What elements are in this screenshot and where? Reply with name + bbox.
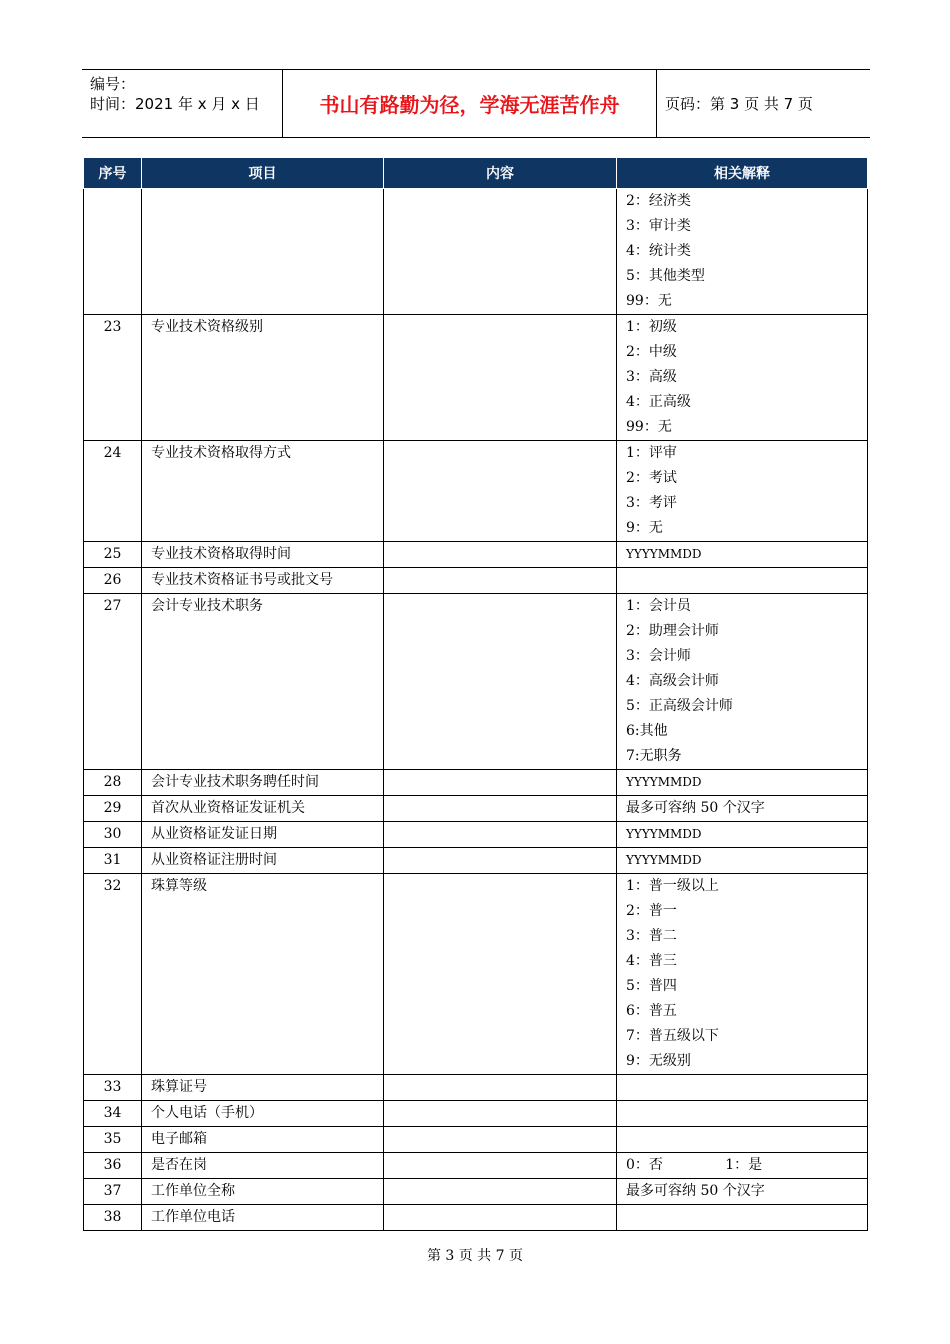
- row-explanation: [617, 542, 868, 568]
- table-row: [84, 542, 868, 568]
- row-number: 27: [84, 594, 142, 770]
- explanation-line: 最多可容纳 50 个汉字: [626, 800, 765, 816]
- row-content: [384, 1153, 617, 1179]
- explanation-line: 3：审计类: [626, 218, 691, 234]
- row-number: 34: [84, 1101, 142, 1127]
- explanation-line: 99：无: [626, 293, 672, 309]
- field-definition-table: [83, 157, 868, 1231]
- row-number: 32: [84, 874, 142, 1075]
- row-item: 专业技术资格证书号或批文号: [142, 568, 384, 594]
- row-item: 会计专业技术职务: [142, 594, 384, 770]
- row-explanation: [617, 568, 868, 594]
- table-row: [84, 1179, 868, 1205]
- row-explanation: [617, 189, 868, 315]
- row-item: 是否在岗: [142, 1153, 384, 1179]
- row-item: 从业资格证注册时间: [142, 848, 384, 874]
- row-explanation: [617, 594, 868, 770]
- row-explanation: [617, 1075, 868, 1101]
- row-content: [384, 441, 617, 542]
- row-content: [384, 542, 617, 568]
- table-row: [84, 822, 868, 848]
- row-content: [384, 796, 617, 822]
- explanation-line: 7:无职务: [626, 748, 682, 764]
- explanation-line: 9：无: [626, 520, 663, 536]
- explanation-line: 6：普五: [626, 1003, 677, 1019]
- table-row: [84, 1205, 868, 1231]
- explanation-line: 2：普一: [626, 903, 677, 919]
- explanation-line: [626, 1101, 867, 1126]
- row-content: [384, 822, 617, 848]
- column-header-item: 项目: [142, 158, 384, 189]
- table-row: [84, 1153, 868, 1179]
- document-date-label: 时间：2021 年 x 月 x 日: [90, 95, 260, 113]
- header-page-label: 页码：第 3 页 共 7 页: [665, 95, 813, 113]
- explanation-line: 1：会计员: [626, 598, 691, 614]
- table-row: [84, 874, 868, 1075]
- table-row: [84, 796, 868, 822]
- row-explanation: [617, 822, 868, 848]
- explanation-line: 6:其他: [626, 723, 668, 739]
- row-content: [384, 770, 617, 796]
- table-row: [84, 441, 868, 542]
- explanation-line: 3：普二: [626, 928, 677, 944]
- explanation-line: 2：考试: [626, 470, 677, 486]
- row-number: 28: [84, 770, 142, 796]
- table-row: [84, 315, 868, 441]
- row-content: [384, 189, 617, 315]
- explanation-line: 4：高级会计师: [626, 673, 719, 689]
- row-number: 25: [84, 542, 142, 568]
- row-explanation: [617, 848, 868, 874]
- header-motto: 书山有路勤为径，学海无涯苦作舟: [319, 93, 620, 117]
- row-item: 专业技术资格取得时间: [142, 542, 384, 568]
- explanation-line: YYYYMMDD: [626, 853, 702, 867]
- row-explanation: [617, 796, 868, 822]
- row-content: [384, 1179, 617, 1205]
- explanation-line: 5：普四: [626, 978, 677, 994]
- explanation-line: 2：经济类: [626, 193, 691, 209]
- column-header-explanation: 相关解释: [617, 158, 868, 189]
- row-explanation: [617, 874, 868, 1075]
- row-explanation: [617, 441, 868, 542]
- row-item: 工作单位全称: [142, 1179, 384, 1205]
- document-number-label: 编号：: [90, 75, 136, 93]
- row-explanation: [617, 315, 868, 441]
- row-item: 专业技术资格取得方式: [142, 441, 384, 542]
- explanation-line: 7：普五级以下: [626, 1028, 719, 1044]
- row-explanation: [617, 1101, 868, 1127]
- document-header: [82, 69, 870, 138]
- explanation-line: 1：普一级以上: [626, 878, 719, 894]
- table-row: [84, 1101, 868, 1127]
- table-row: [84, 594, 868, 770]
- row-explanation: [617, 1205, 868, 1231]
- row-number: 38: [84, 1205, 142, 1231]
- row-content: [384, 1075, 617, 1101]
- row-explanation: [617, 1153, 868, 1179]
- table-row: [84, 189, 868, 315]
- row-item: 会计专业技术职务聘任时间: [142, 770, 384, 796]
- explanation-line: 9：无级别: [626, 1053, 691, 1069]
- row-content: [384, 1205, 617, 1231]
- explanation-line: 1：初级: [626, 319, 677, 335]
- explanation-line: 0：否 1：是: [626, 1157, 763, 1173]
- header-meta: [90, 74, 260, 114]
- explanation-line: 3：高级: [626, 369, 677, 385]
- row-explanation: [617, 770, 868, 796]
- row-content: [384, 594, 617, 770]
- row-number: 31: [84, 848, 142, 874]
- row-item: 首次从业资格证发证机关: [142, 796, 384, 822]
- table-row: [84, 1075, 868, 1101]
- row-content: [384, 1101, 617, 1127]
- row-item: 从业资格证发证日期: [142, 822, 384, 848]
- row-item: [142, 189, 384, 315]
- row-number: 37: [84, 1179, 142, 1205]
- explanation-line: 4：普三: [626, 953, 677, 969]
- row-number: 30: [84, 822, 142, 848]
- column-header-content: 内容: [384, 158, 617, 189]
- explanation-line: 4：统计类: [626, 243, 691, 259]
- row-content: [384, 1127, 617, 1153]
- explanation-line: 2：助理会计师: [626, 623, 719, 639]
- row-item: 电子邮箱: [142, 1127, 384, 1153]
- row-number: 35: [84, 1127, 142, 1153]
- explanation-line: 最多可容纳 50 个汉字: [626, 1183, 765, 1199]
- explanation-line: 3：会计师: [626, 648, 691, 664]
- explanation-line: YYYYMMDD: [626, 827, 702, 841]
- explanation-line: 2：中级: [626, 344, 677, 360]
- table-row: [84, 848, 868, 874]
- row-item: 个人电话（手机）: [142, 1101, 384, 1127]
- explanation-line: 99：无: [626, 419, 672, 435]
- column-header-number: 序号: [84, 158, 142, 189]
- row-content: [384, 874, 617, 1075]
- row-item: 专业技术资格级别: [142, 315, 384, 441]
- explanation-line: [626, 1075, 867, 1100]
- page-footer: 第 3 页 共 7 页: [426, 1248, 524, 1264]
- explanation-line: 4：正高级: [626, 394, 691, 410]
- explanation-line: YYYYMMDD: [626, 775, 702, 789]
- row-explanation: [617, 1127, 868, 1153]
- explanation-line: YYYYMMDD: [626, 547, 702, 561]
- table-row: [84, 770, 868, 796]
- row-number: [84, 189, 142, 315]
- row-number: 29: [84, 796, 142, 822]
- row-item: 工作单位电话: [142, 1205, 384, 1231]
- row-content: [384, 568, 617, 594]
- explanation-line: 3：考评: [626, 495, 677, 511]
- row-number: 24: [84, 441, 142, 542]
- table-row: [84, 1127, 868, 1153]
- row-item: 珠算证号: [142, 1075, 384, 1101]
- row-number: 36: [84, 1153, 142, 1179]
- table-header-row: [84, 158, 868, 189]
- table-row: [84, 568, 868, 594]
- row-number: 26: [84, 568, 142, 594]
- row-content: [384, 848, 617, 874]
- explanation-line: 5：其他类型: [626, 268, 705, 284]
- explanation-line: 1：评审: [626, 445, 677, 461]
- explanation-line: [626, 1205, 867, 1230]
- row-content: [384, 315, 617, 441]
- explanation-line: [626, 1127, 867, 1152]
- row-number: 33: [84, 1075, 142, 1101]
- row-number: 23: [84, 315, 142, 441]
- explanation-line: 5：正高级会计师: [626, 698, 733, 714]
- explanation-line: [626, 568, 867, 593]
- row-explanation: [617, 1179, 868, 1205]
- row-item: 珠算等级: [142, 874, 384, 1075]
